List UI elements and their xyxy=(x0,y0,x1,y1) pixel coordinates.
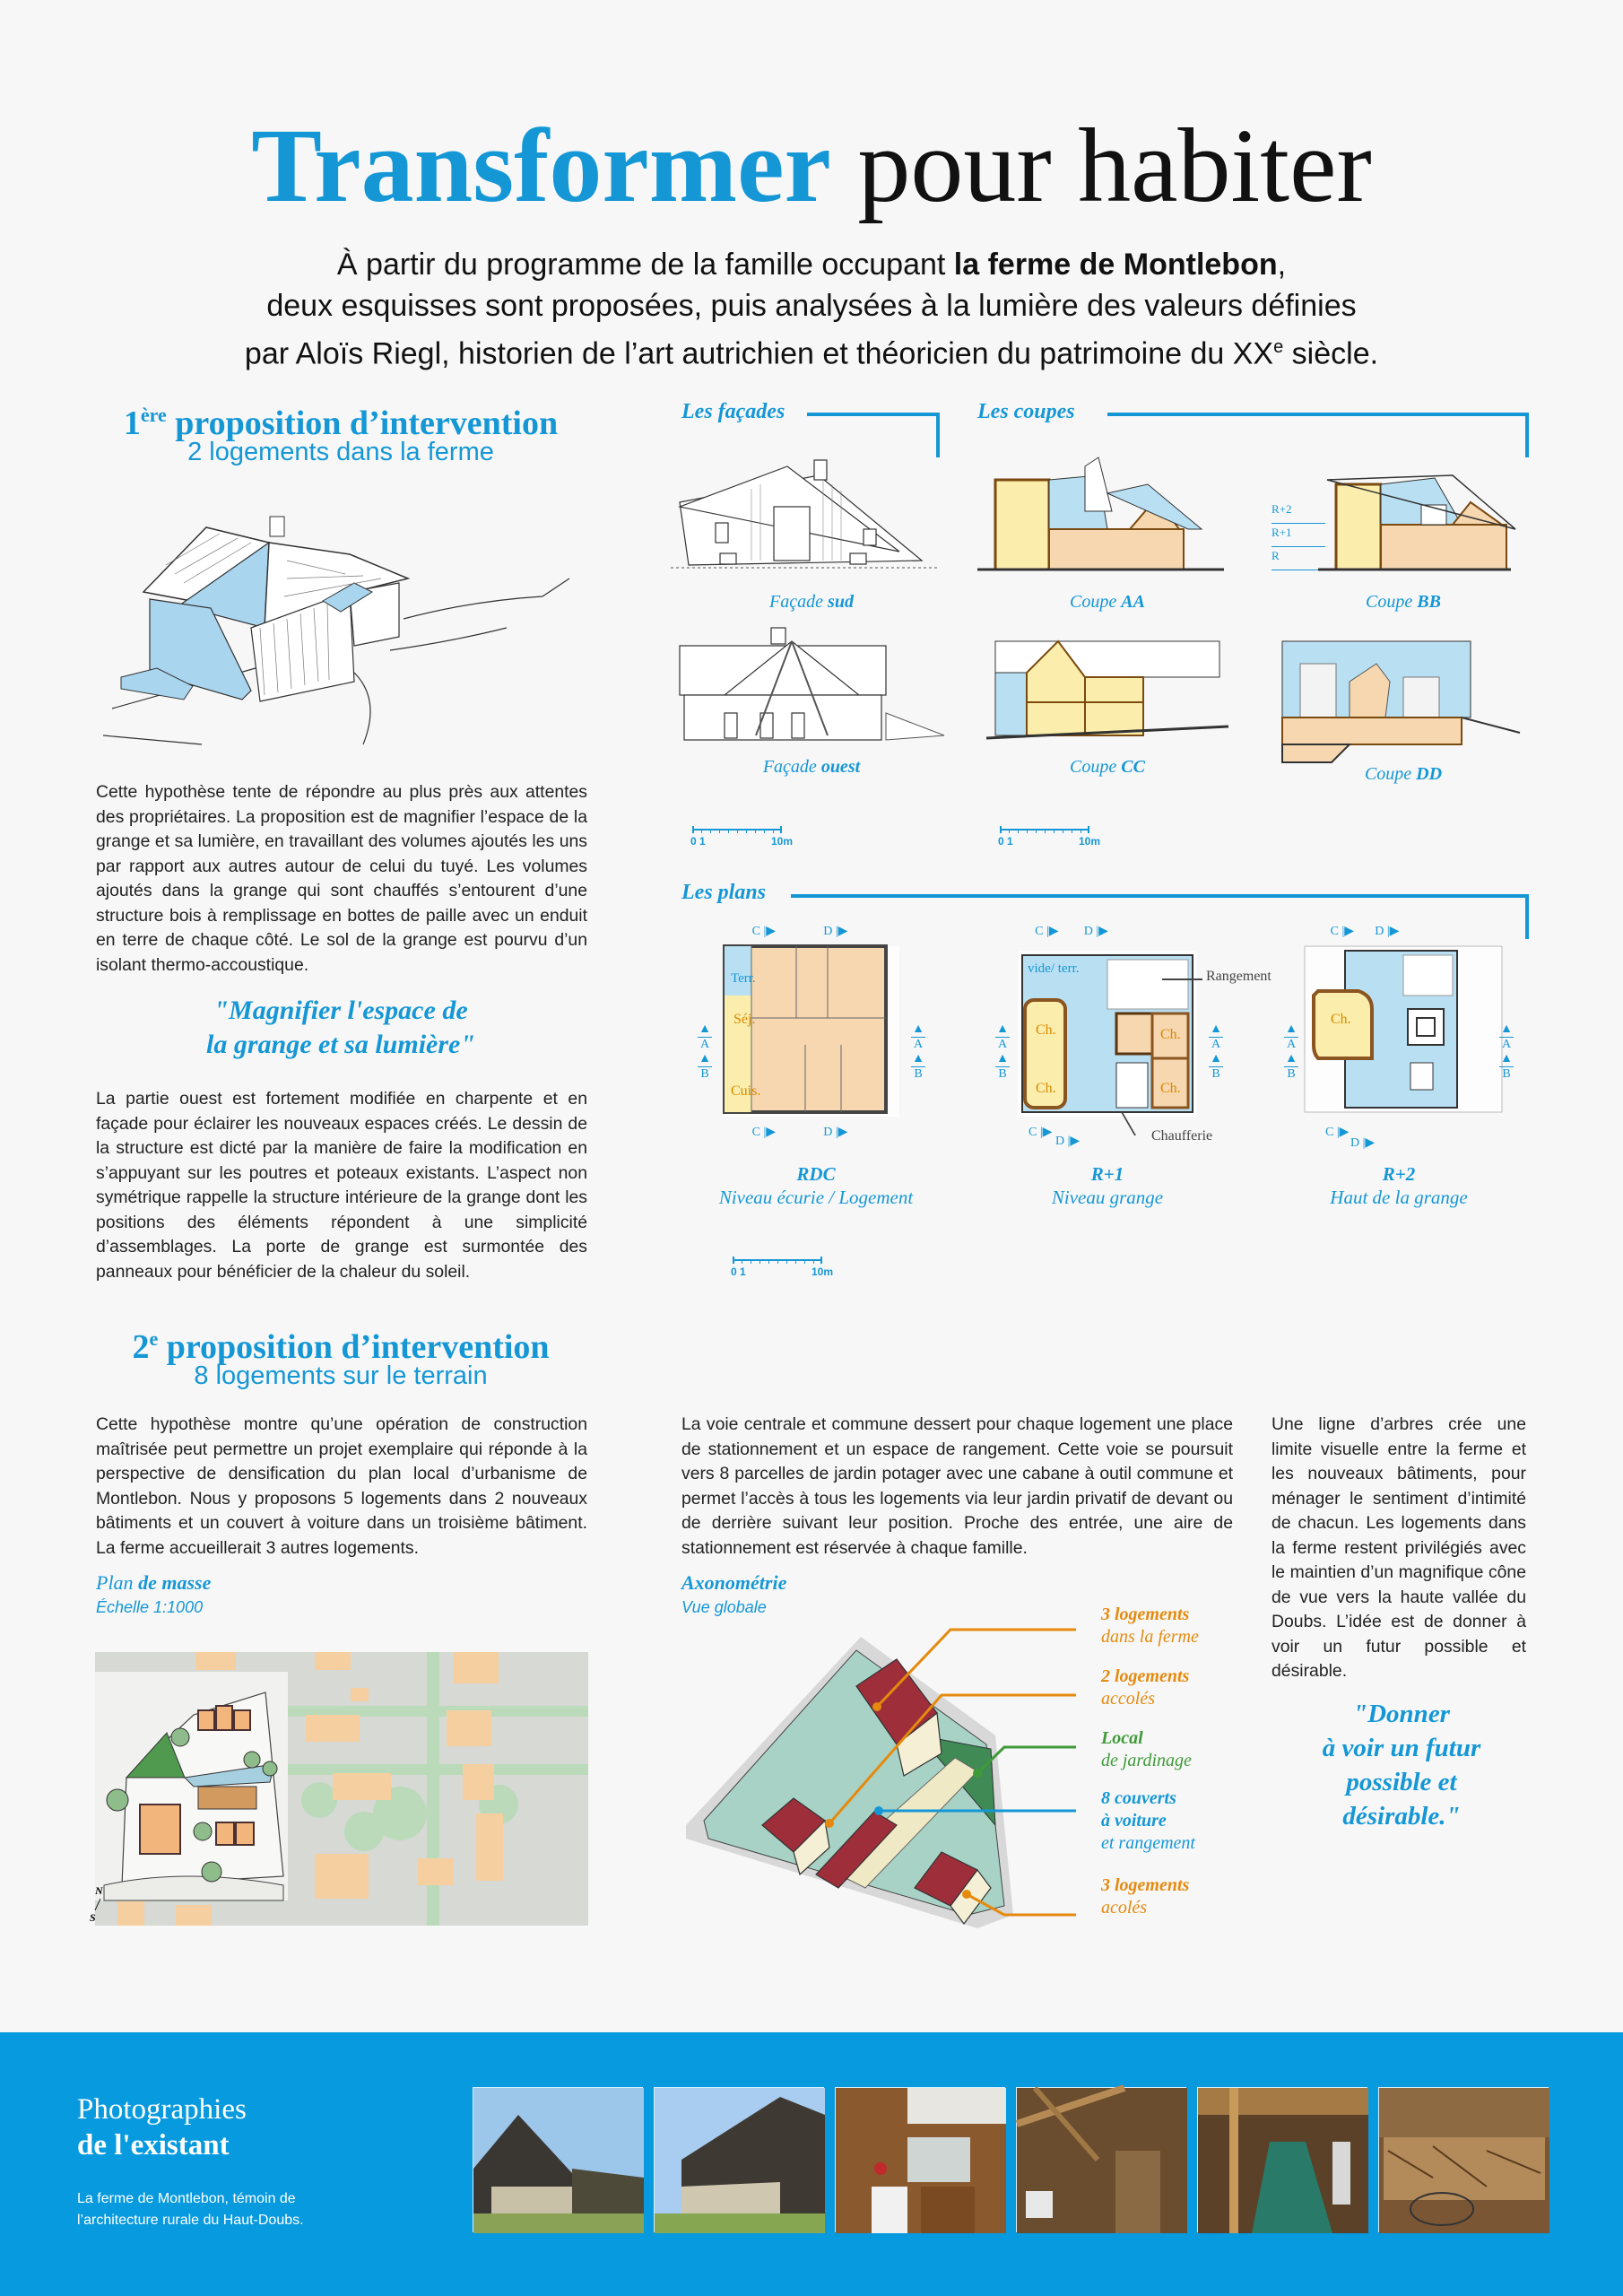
coupes-bracket-line xyxy=(1107,413,1529,457)
legend-rest: accolés xyxy=(1101,1689,1155,1709)
legend-item-3-logements-acoles xyxy=(1101,1874,1189,1919)
r1-cut-ab-right: ▲ A ▲ B xyxy=(1210,1022,1222,1081)
rangement-leader-line xyxy=(1162,978,1202,980)
level-r2: R+2 xyxy=(1271,502,1325,524)
cut-d-marker: D |▶ xyxy=(823,925,848,938)
intro-text-part: siècle. xyxy=(1283,336,1379,371)
rdc-cut-ab-left: ▲ A ▲ B xyxy=(699,1022,711,1081)
cut-c-marker: C |▶ xyxy=(751,925,777,938)
cut-d: D xyxy=(1350,1136,1360,1150)
photo-farm-exterior-2 xyxy=(654,2087,824,2232)
scale-end: 10m xyxy=(812,1265,834,1278)
cut-a: A xyxy=(1284,1037,1298,1052)
plan-subtitle: Niveau grange xyxy=(1051,1187,1164,1208)
caption-bold: sud xyxy=(828,592,854,612)
cut-d-marker: D |▶ xyxy=(823,1126,848,1139)
legend-item-3-logements-ferme xyxy=(1101,1604,1199,1648)
quote-line: désirable." xyxy=(1342,1802,1461,1831)
quote-line: "Donner xyxy=(1353,1700,1450,1728)
coupe-cc-drawing xyxy=(986,623,1237,749)
room-terr: Terr. xyxy=(731,971,756,986)
cut-d-marker: D |▶ xyxy=(1375,925,1400,938)
legend-rest: et rangement xyxy=(1101,1833,1195,1853)
caption-text: Coupe xyxy=(1070,592,1122,612)
facade-sud-caption xyxy=(681,590,942,613)
title-highlight: Transformer xyxy=(251,107,831,224)
cut-c: C xyxy=(751,1126,760,1139)
intro-bold: la ferme de Montlebon xyxy=(953,248,1278,282)
plans-bracket-line xyxy=(791,894,1529,939)
cut-c: C xyxy=(751,925,760,938)
intro-text-part: À partir du programme de la famille occupant xyxy=(336,248,954,282)
facade-sud-drawing xyxy=(671,453,949,578)
facades-label: Les façades xyxy=(681,400,785,423)
axo-subtitle: Vue globale xyxy=(681,1598,767,1616)
coupes-label: Les coupes xyxy=(977,400,1075,423)
proposal2-number: 2 xyxy=(132,1328,150,1366)
caption-bold: ouest xyxy=(820,757,861,777)
cut-c-marker: C |▶ xyxy=(751,1126,777,1139)
plan-masse-map xyxy=(90,1652,588,1926)
scale-end: 10m xyxy=(771,835,794,848)
coupe-dd-caption xyxy=(1273,762,1533,786)
coupe-aa-drawing xyxy=(977,457,1237,592)
room-sejour: Séj. xyxy=(733,1012,756,1027)
cut-c: C xyxy=(1330,925,1339,938)
caption-bold: CC xyxy=(1121,757,1145,777)
photo-barn-interior-2 xyxy=(1197,2087,1367,2232)
cut-d: D xyxy=(1055,1135,1065,1148)
proposal2-paragraph-3: Une ligne d’arbres crée une limite visuelle entre la ferme et les nouveaux bâtiments, pour ménager le sentiment d’intimité de chacun. Les logements dans la ferme restent privilégiés avec le maintien d’un magnifique cône de vue vers la haute vallée du Doubs. L’idée est de donner à voir un futur possible et désirable. xyxy=(1271,1414,1526,1681)
room-chambre: Ch. xyxy=(1331,1012,1351,1027)
photo-farm-exterior-1 xyxy=(473,2087,643,2232)
coupe-bb-caption xyxy=(1273,590,1533,613)
intro-sup: e xyxy=(1273,337,1284,357)
footer-title-line-1: Photographies xyxy=(77,2093,247,2126)
legend-bold: à voiture xyxy=(1101,1811,1167,1831)
proposal2-title-text: proposition d’intervention xyxy=(158,1328,550,1366)
plan-r2-drawing xyxy=(1305,946,1502,1112)
quote-line: possible et xyxy=(1346,1768,1457,1796)
footer-sub-line-2: l’architecture rurale du Haut-Doubs. xyxy=(77,2213,304,2228)
scale-start: 0 1 xyxy=(690,835,706,848)
proposal1-paragraph-2: La partie ouest est fortement modifiée en charpente et en façade pour éclairer les nouveaux espaces créés. Le dessin de la structure est dicté par la manière de faire la modification en s’appuyant sur les poutres et poteaux existants. L’aspect non symétrique rappelle la structure intérieure de la grange dont les positions des éléments répondent à une simplicité d’assemblages. La porte de grange est surmontée des panneaux pour bénéficier de la chaleur du soleil. xyxy=(96,1089,587,1282)
legend-item-couverts xyxy=(1101,1787,1195,1855)
cut-d: D xyxy=(823,1126,833,1139)
proposal2-paragraph-1: Cette hypothèse montre qu’une opération de construction maîtrisée peut permettre un projet exemplaire qui réponde à la perspective de densification du plan local d’urbanisme de Montlebon. Nous y proposons 5 logements dans 2 nouveaux bâtiments et un couvert à voiture dans un troisième bâtiment. La ferme accueillerait 3 autres logements. xyxy=(96,1414,587,1558)
proposal1-quote xyxy=(90,994,592,1062)
proposal2-quote xyxy=(1271,1697,1532,1833)
legend-rest: de jardinage xyxy=(1101,1751,1192,1770)
proposal2-number-sup: e xyxy=(149,1327,159,1350)
quote-line: "Magnifier l'espace de xyxy=(213,996,468,1025)
proposal2-subtitle: 8 logements sur le terrain xyxy=(194,1361,488,1390)
proposal1-number-sup: ère xyxy=(140,404,167,426)
proposal1-title-text: proposition d’intervention xyxy=(166,404,559,442)
legend-bold: Local xyxy=(1101,1728,1143,1748)
cut-b: B xyxy=(1284,1066,1298,1082)
coupe-aa-caption xyxy=(977,590,1237,613)
level-markers xyxy=(1271,502,1325,570)
caption-text: Façade xyxy=(762,757,821,777)
page-title xyxy=(0,108,1623,224)
photo-barn-interior-1 xyxy=(1016,2087,1186,2232)
caption-text: Façade xyxy=(769,592,829,612)
plan-subtitle: Niveau écurie / Logement xyxy=(718,1187,914,1208)
cut-b: B xyxy=(698,1066,712,1082)
rdc-cut-ab-right: ▲ A ▲ B xyxy=(912,1022,924,1081)
cut-d-marker: D |▶ xyxy=(1083,925,1108,938)
intro-text-part: par Aloïs Riegl, historien de l’art autrichien et théoricien du patrimoine du XX xyxy=(244,336,1274,371)
intro-line-2: deux esquisses sont proposées, puis analysées à la lumière des valeurs définies xyxy=(266,289,1357,323)
caption-bold: DD xyxy=(1416,764,1443,784)
footer-sub-line-1: La ferme de Montlebon, témoin de xyxy=(77,2191,296,2206)
facade-ouest-drawing xyxy=(671,628,949,749)
plan-masse-title xyxy=(96,1571,211,1595)
r2-cut-ab-right: ▲ A ▲ B xyxy=(1500,1022,1513,1081)
cut-c-marker: C |▶ xyxy=(1035,925,1059,938)
cut-b: B xyxy=(1499,1066,1514,1082)
room-vide-terr: vide/ terr. xyxy=(1028,961,1080,976)
room-chambre: Ch. xyxy=(1160,1081,1181,1096)
legend-bold: 2 logements xyxy=(1101,1666,1190,1686)
intro-text xyxy=(108,244,1515,374)
quote-line: la grange et sa lumière" xyxy=(206,1030,475,1059)
room-chambre: Ch. xyxy=(1036,1022,1056,1038)
coupe-cc-caption xyxy=(977,755,1237,778)
photo-kitchen-interior xyxy=(835,2087,1005,2232)
scale-bar-facades xyxy=(690,821,794,848)
room-chambre: Ch. xyxy=(1160,1027,1181,1042)
r2-cut-ab-left: ▲ A ▲ B xyxy=(1285,1022,1298,1081)
cut-c-marker: C |▶ xyxy=(1330,925,1355,938)
annotation-rangement: Rangement xyxy=(1206,969,1271,984)
coupe-dd-drawing xyxy=(1278,623,1529,767)
footer-subtitle xyxy=(77,2188,304,2231)
r1-cut-ab-left: ▲ A ▲ B xyxy=(996,1022,1009,1081)
plan-r1-caption xyxy=(977,1162,1237,1209)
cut-c: C xyxy=(1035,925,1044,938)
plan-title: R+1 xyxy=(1090,1163,1124,1185)
scale-start: 0 1 xyxy=(998,835,1013,848)
cut-c: C xyxy=(1325,1126,1334,1139)
axonometry-drawing xyxy=(681,1619,1076,1933)
cut-a: A xyxy=(1209,1037,1223,1052)
plan-subtitle: Haut de la grange xyxy=(1330,1187,1468,1208)
intro-text-part: , xyxy=(1277,248,1287,282)
footer-title-line-2: de l'existant xyxy=(77,2129,230,2161)
r1-cut-c-bottom: C |▶ xyxy=(1028,1126,1053,1139)
room-chambre: Ch. xyxy=(1036,1081,1056,1096)
level-r1: R+1 xyxy=(1271,526,1325,547)
level-r: R xyxy=(1271,549,1325,570)
r2-cut-markers-top xyxy=(1320,924,1410,939)
legend-rest: acolés xyxy=(1101,1898,1148,1918)
cut-b: B xyxy=(995,1066,1010,1082)
cut-a: A xyxy=(911,1037,925,1052)
cut-d: D xyxy=(1083,925,1093,938)
legend-bold: 3 logements xyxy=(1101,1605,1190,1624)
cut-a: A xyxy=(995,1037,1010,1052)
plans-label: Les plans xyxy=(681,881,767,904)
scale-start: 0 1 xyxy=(731,1265,746,1278)
farm-sketch-illustration xyxy=(94,493,578,753)
plan-title: R+2 xyxy=(1382,1163,1416,1185)
plan-masse-title-a: Plan xyxy=(96,1571,139,1594)
scale-bar-plans xyxy=(731,1251,834,1278)
proposal1-number: 1 xyxy=(123,404,141,442)
cut-a: A xyxy=(698,1037,712,1052)
plan-rdc-caption xyxy=(686,1162,946,1209)
r1-cut-markers-top xyxy=(1022,924,1121,939)
cut-d: D xyxy=(823,925,833,938)
cut-c: C xyxy=(1028,1126,1037,1139)
cut-b: B xyxy=(1209,1066,1223,1082)
scale-end: 10m xyxy=(1079,835,1101,848)
scale-bar-coupes xyxy=(998,821,1101,848)
caption-bold: BB xyxy=(1417,592,1441,612)
cut-b: B xyxy=(911,1066,925,1082)
proposal2-paragraph-2: La voie centrale et commune dessert pour chaque logement une place de stationnement et un espace de rangement. Cette voie se poursuit vers 8 parcelles de jardin potager avec une cabane à outil commune et permet l’accès à tous les logements via leur jardin privatif de devant ou de derrière suivant leur position. Proche des entrée, une aire de stationnement est réservée à chaque famille. xyxy=(681,1414,1233,1558)
cut-d: D xyxy=(1375,925,1384,938)
legend-rest: dans la ferme xyxy=(1101,1627,1199,1647)
legend-item-2-logements xyxy=(1101,1665,1189,1710)
compass-n: N xyxy=(95,1884,103,1897)
facades-bracket-line xyxy=(807,413,940,457)
plan-title: RDC xyxy=(796,1163,836,1185)
proposal1-subtitle: 2 logements dans la ferme xyxy=(187,438,494,466)
caption-text: Coupe xyxy=(1070,757,1122,777)
quote-line: à voir un futur xyxy=(1322,1734,1481,1762)
legend-item-local-jardinage xyxy=(1101,1727,1192,1772)
r2-cut-c-bottom: C |▶ xyxy=(1325,1126,1350,1139)
proposal1-paragraph-1: Cette hypothèse tente de répondre au plus près aux attentes des propriétaires. La proposition est de magnifier l’espace de la grange et sa lumière, en travaillant des volumes ajoutés les uns par rapport aux autres autour de celui du tuyé. Les volumes ajoutés dans la grange qui sont chauffés s’entourent d’une structure bois à remplissage en bottes de paille avec un enduit en terre de chaque côté. Le sol de la grange est pourvu d’un isolant thermo-accoustique. xyxy=(96,782,587,975)
caption-text: Coupe xyxy=(1364,764,1417,784)
photo-woodpile xyxy=(1378,2087,1549,2232)
plan-r2-caption xyxy=(1269,1162,1529,1209)
facade-ouest-caption xyxy=(681,755,942,778)
plan-masse-title-b: de masse xyxy=(138,1571,212,1594)
legend-bold: 3 logements xyxy=(1101,1875,1190,1895)
rdc-cut-markers-top xyxy=(728,924,872,939)
plan-masse-scale: Échelle 1:1000 xyxy=(96,1598,204,1616)
r1-cut-d-bottom: D |▶ xyxy=(1055,1135,1081,1148)
compass-s: S xyxy=(90,1911,96,1924)
axo-title: Axonométrie xyxy=(681,1571,787,1594)
r2-cut-d-bottom: D |▶ xyxy=(1350,1136,1376,1150)
caption-text: Coupe xyxy=(1366,592,1418,612)
caption-bold: AA xyxy=(1121,592,1145,612)
rdc-cut-markers-bottom xyxy=(728,1125,872,1140)
title-rest: pour habiter xyxy=(857,107,1372,224)
footer-title xyxy=(77,2092,247,2163)
room-cuisine: Cuis. xyxy=(731,1083,761,1099)
legend-bold: 8 couverts xyxy=(1101,1788,1176,1808)
annotation-chaufferie: Chaufferie xyxy=(1151,1128,1213,1144)
coupe-bb-drawing xyxy=(1318,462,1520,578)
cut-a: A xyxy=(1499,1037,1514,1052)
